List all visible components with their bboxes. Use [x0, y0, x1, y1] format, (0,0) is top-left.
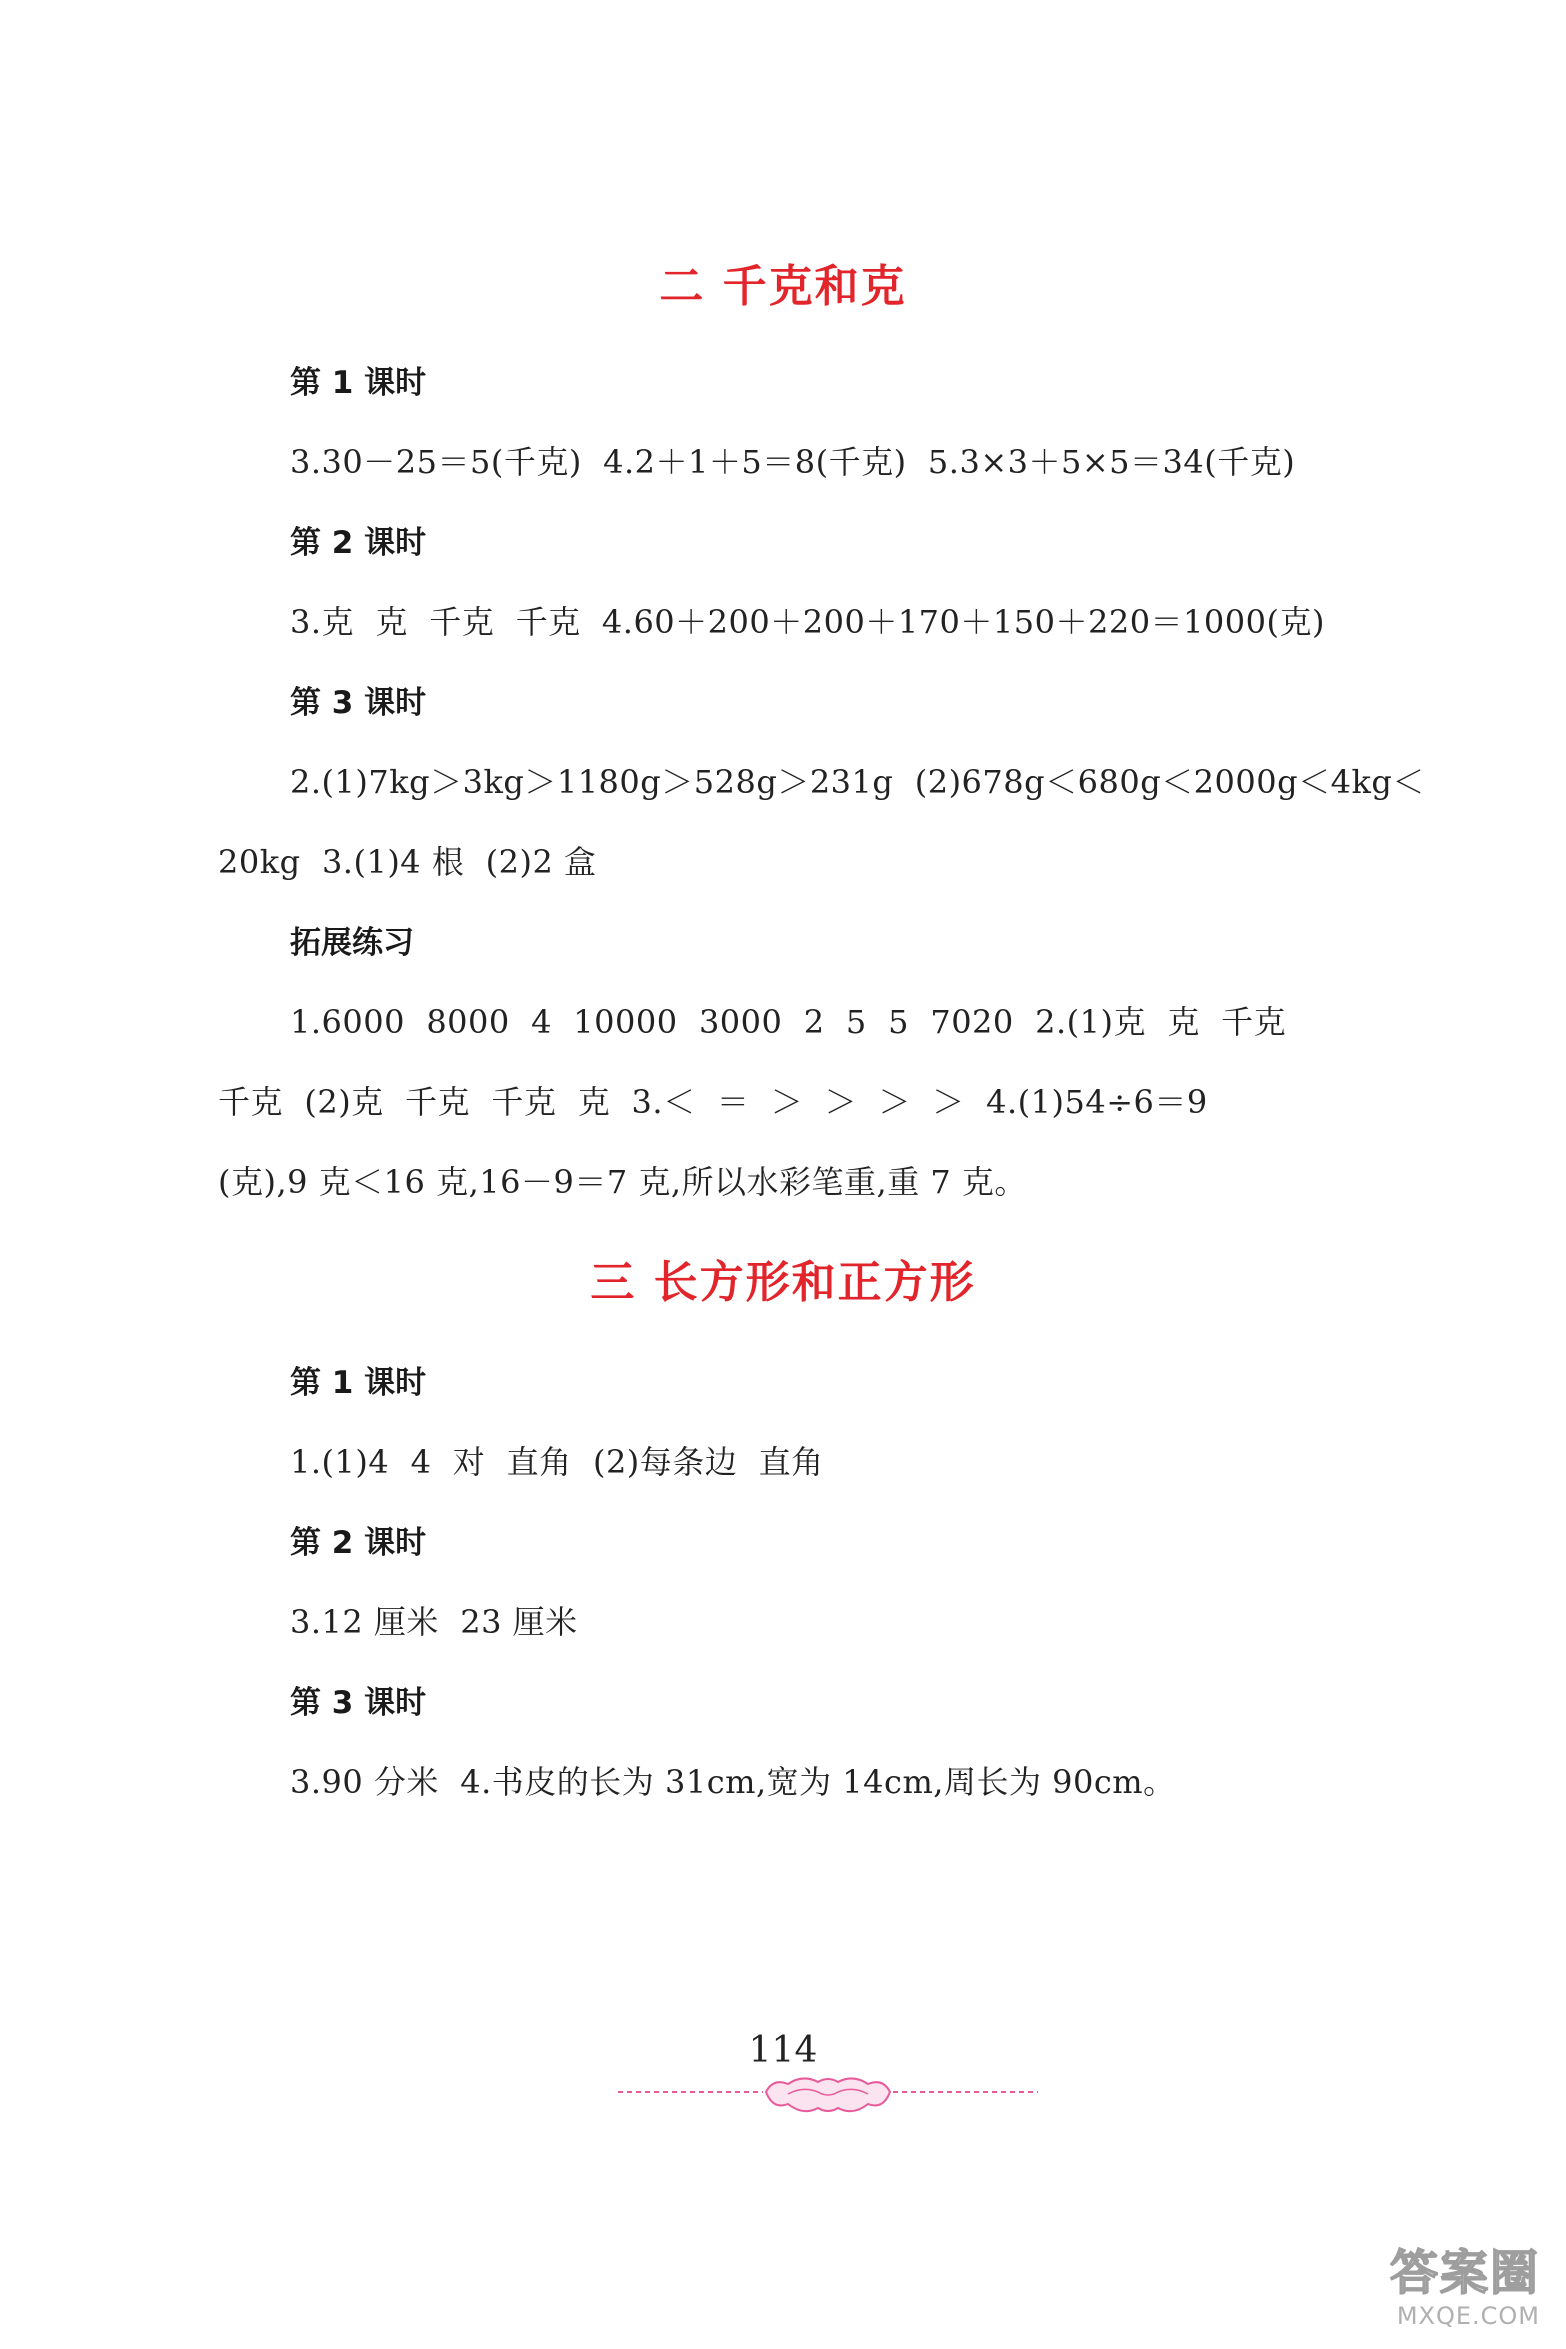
answer-line: (克),9 克＜16 克,16－9＝7 克,所以水彩笔重,重 7 克。: [218, 1163, 1027, 1201]
answer-line: 千克 (2)克 千克 千克 克 3.＜ ＝ ＞ ＞ ＞ ＞ 4.(1)54÷6＝9: [218, 1083, 1208, 1121]
answer-line: 3.克 克 千克 千克 4.60＋200＋200＋170＋150＋220＝1000(克): [290, 603, 1325, 641]
lesson-heading: 第 2 课时: [290, 525, 427, 561]
answer-line: 3.12 厘米 23 厘米: [290, 1603, 578, 1641]
lesson-heading: 第 3 课时: [290, 1685, 427, 1721]
lesson-heading: 第 1 课时: [290, 365, 427, 401]
lesson-heading: 第 3 课时: [290, 685, 427, 721]
answer-line: 1.6000 8000 4 10000 3000 2 5 5 7020 2.(1)克 克 千克: [290, 1003, 1287, 1041]
lesson-heading: 第 1 课时: [290, 1365, 427, 1401]
answer-line: 3.90 分米 4.书皮的长为 31cm,宽为 14cm,周长为 90cm。: [290, 1763, 1176, 1801]
answer-line: 2.(1)7kg＞3kg＞1180g＞528g＞231g (2)678g＜680g＜2000g＜4kg＜: [290, 763, 1425, 801]
watermark-url: MXQE.COM: [1396, 2302, 1540, 2330]
page-number: 114: [748, 2030, 818, 2071]
page-ornament: [618, 2072, 1038, 2122]
answer-line: 3.30－25＝5(千克) 4.2＋1＋5＝8(千克) 5.3×3＋5×5＝34(千克): [290, 443, 1296, 481]
answer-line: 20kg 3.(1)4 根 (2)2 盒: [218, 843, 597, 881]
chapter-title-kilogram-gram: 二 千克和克: [659, 261, 907, 312]
chapter-title-rectangle-square: 三 长方形和正方形: [590, 1257, 976, 1308]
answer-line: 1.(1)4 4 对 直角 (2)每条边 直角: [290, 1443, 824, 1481]
watermark: [1350, 2245, 1540, 2337]
watermark-logo: 答案圈: [1389, 2245, 1540, 2301]
lesson-heading: 第 2 课时: [290, 1525, 427, 1561]
lesson-heading: 拓展练习: [290, 925, 414, 961]
